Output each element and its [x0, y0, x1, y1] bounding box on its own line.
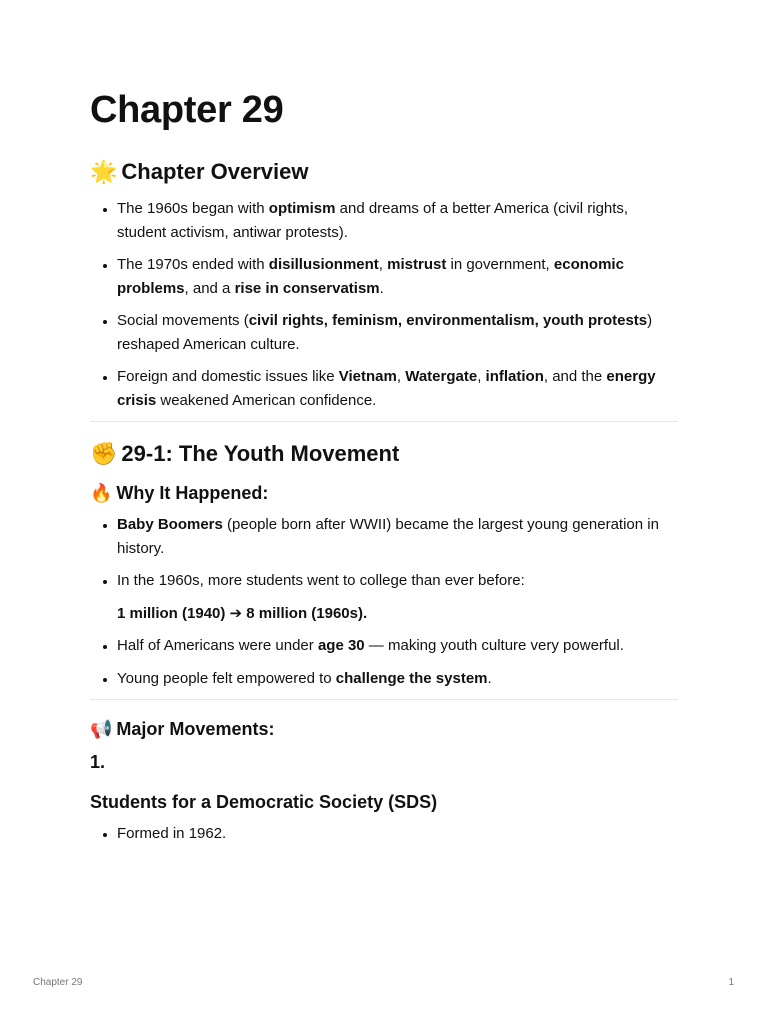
major-heading-text: Major Movements:: [116, 719, 275, 740]
bold-text: civil rights, feminism, environmentalism, youth protests: [248, 312, 648, 330]
text-run: ,: [378, 256, 388, 274]
text-run: Social movements (: [117, 312, 249, 330]
text-run: .: [379, 279, 384, 297]
bold-text: economic problems: [117, 256, 624, 297]
text-run: The 1960s began with: [117, 200, 269, 218]
star-icon: 🌟: [90, 159, 118, 185]
list-item: [117, 822, 678, 846]
text-run: weakened American confidence.: [156, 391, 377, 409]
text-run: The 1970s ended with: [117, 256, 269, 274]
text-run: ) reshaped American culture.: [117, 312, 653, 353]
footer-page-number: 1: [728, 977, 734, 988]
bold-text: Vietnam: [338, 368, 397, 386]
major-heading: [90, 718, 678, 741]
bold-text: Watergate: [405, 368, 478, 386]
document-page: [90, 88, 678, 854]
bold-text: inflation: [485, 368, 544, 386]
bold-text: Baby Boomers: [117, 516, 223, 534]
megaphone-icon: 📢: [90, 719, 113, 741]
text-run: .: [487, 669, 492, 687]
why-heading: [90, 482, 678, 505]
text-run: Formed in 1962.: [117, 824, 227, 842]
overview-list: [90, 197, 678, 412]
bold-text: 1 million (1940) ➔ 8 million (1960s): [117, 604, 363, 622]
text-run: Foreign and domestic issues like: [117, 368, 339, 386]
bold-text: challenge the system: [335, 669, 488, 687]
divider: [90, 421, 678, 422]
raised-fist-icon: ✊: [90, 442, 118, 468]
text-run: , and the: [543, 368, 607, 386]
overview-heading-text: Chapter Overview: [121, 158, 309, 184]
text-run: .: [362, 604, 368, 622]
list-item: [117, 309, 678, 356]
list-number: 1.: [90, 751, 106, 772]
overview-heading: [90, 158, 678, 188]
bold-text: age 30: [317, 637, 365, 655]
footer-chapter: Chapter 29: [33, 977, 83, 988]
why-heading-text: Why It Happened:: [116, 482, 269, 503]
text-run: (people born after WWII) became the largest young generation in history.: [117, 516, 659, 557]
bold-text: energy crisis: [117, 368, 656, 409]
bold-text: optimism: [268, 200, 336, 218]
sds-list: [90, 822, 678, 846]
bold-text: mistrust: [387, 256, 447, 274]
text-run: — making youth culture very powerful.: [364, 637, 624, 655]
text-run: in government,: [446, 256, 554, 274]
text-run: ,: [477, 368, 486, 386]
text-run: Young people felt empowered to: [117, 669, 336, 687]
text-run: and dreams of a better America (civil rights, student activism, antiwar protests).: [117, 200, 629, 241]
bold-text: disillusionment: [268, 256, 379, 274]
text-run: , and a: [184, 279, 235, 297]
text-run: Half of Americans were under: [117, 637, 318, 655]
why-list-b: [90, 634, 678, 690]
text-run: In the 1960s, more students went to college than ever before:: [117, 572, 525, 590]
why-list-a: [90, 513, 678, 593]
fire-icon: 🔥: [90, 482, 113, 504]
sds-heading: Students for a Democratic Society (SDS): [90, 791, 438, 812]
list-item: [117, 365, 678, 412]
list-item: [117, 569, 678, 593]
youth-heading: [90, 440, 678, 470]
list-item: [117, 513, 678, 560]
page-title: Chapter 29: [90, 89, 284, 131]
list-item: [117, 667, 678, 691]
divider: [90, 699, 678, 700]
text-run: ,: [396, 368, 406, 386]
list-item: [117, 634, 678, 658]
bold-text: rise in conservatism: [234, 279, 380, 297]
list-item: [117, 253, 678, 300]
list-item: [117, 197, 678, 244]
college-stat: [117, 602, 678, 626]
youth-heading-text: 29-1: The Youth Movement: [121, 441, 400, 467]
